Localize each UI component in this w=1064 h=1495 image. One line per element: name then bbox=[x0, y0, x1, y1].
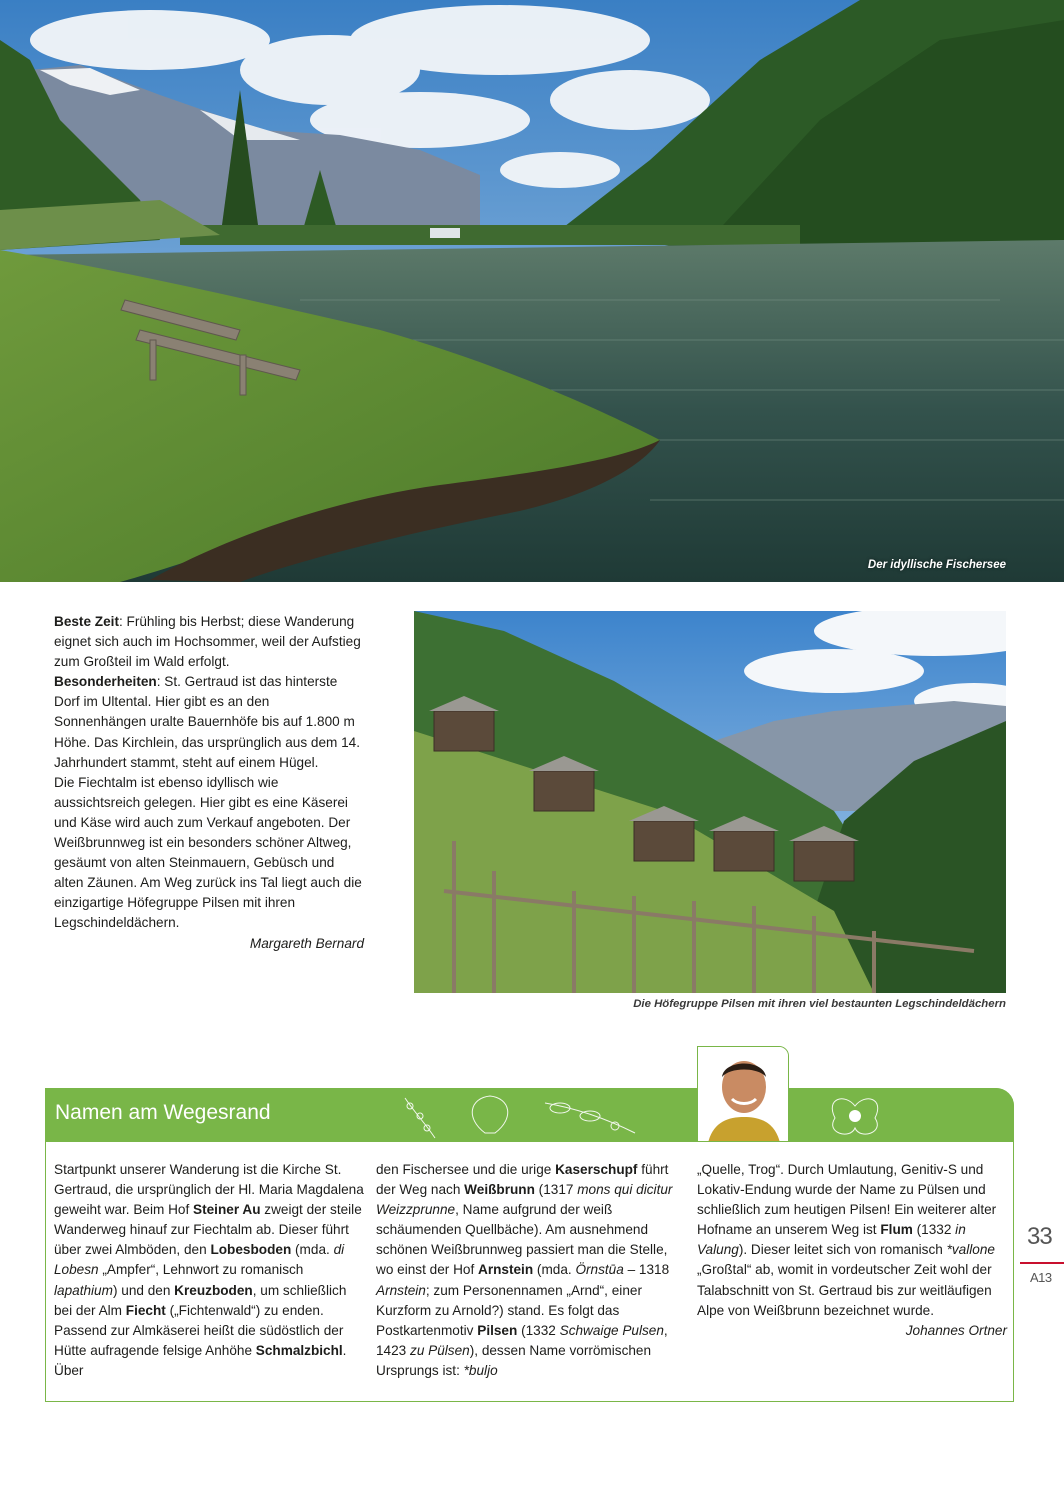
bold-term: Weißbrunn bbox=[464, 1182, 535, 1198]
italic-term: in Valung bbox=[697, 1222, 966, 1258]
bold-term: Flum bbox=[880, 1222, 913, 1238]
specials-label: Besonderheiten bbox=[54, 674, 157, 690]
author-box: Johannes Ortner bbox=[905, 1322, 1007, 1338]
names-box-title: Namen am Wegesrand bbox=[55, 1101, 271, 1124]
text-segment: „Großtal“ ab, womit in vordeutscher Zeit wohl der Talabschnitt von St. Gertraud bis zur weitläufigen Alpe von Weißbrunn bezeichnet wurde. bbox=[697, 1262, 992, 1318]
page-number: 33 bbox=[1027, 1223, 1052, 1250]
italic-term: Schwaige Pulsen bbox=[559, 1322, 664, 1338]
bold-term: Lobesboden bbox=[210, 1242, 292, 1258]
text-segment: („Fichtenwald“) zu enden. Passend zur Almkäserei heißt die südöstlich der Hütte aufragende felsige Anhöhe bbox=[54, 1302, 344, 1358]
italic-term: Örnstūa bbox=[575, 1262, 624, 1278]
text-segment: . Über bbox=[54, 1342, 347, 1378]
italic-term: lapathium bbox=[54, 1282, 113, 1298]
text-segment: ) und den bbox=[112, 1282, 175, 1298]
text-segment: ). Dieser leitet sich von romanisch bbox=[738, 1242, 947, 1258]
text-segment: ), dessen Name vorrömischen Ursprungs ist: bbox=[376, 1342, 652, 1378]
hero-caption: Der idyllische Fischersee bbox=[867, 559, 1006, 571]
text-segment: (mda. bbox=[533, 1262, 576, 1278]
text-segment: „Ampfer“, Lehnwort zu romanisch bbox=[98, 1262, 304, 1278]
text-segment: „Quelle, Trog“. Durch Umlautung, Genitiv-S und Lokativ-Endung wurde der Name zu Pülsen und schließlich zum heutigen Pilsen! Ein weiterer alter Hofname an unserem Weg ist bbox=[697, 1162, 997, 1238]
text-segment: , 1423 bbox=[376, 1322, 668, 1358]
specials-text: : St. Gertraud ist das hinterste Dorf im Ultental. Hier gibt es an den Sonnenhängen uralte Bauernhöfe bis auf 1.800 m Höhe. Das Kirchlein, das ursprünglich aus dem 14. Jahrhundert stammt, steht auf einem Hügel. bbox=[54, 674, 361, 770]
text-segment: Startpunkt unserer Wanderung ist die Kirche St. Gertraud, die ursprünglich der Hl. Maria Magdalena geweiht war. Beim Hof bbox=[54, 1162, 364, 1218]
bold-term: Schmalzbichl bbox=[255, 1342, 343, 1358]
text-segment: , um schließlich bei der Alm bbox=[54, 1282, 347, 1318]
italic-term: Arnstein bbox=[376, 1282, 426, 1298]
page-divider bbox=[1020, 1262, 1064, 1264]
italic-term: *buljo bbox=[463, 1362, 498, 1378]
text-segment: , Name aufgrund der weiß schäumenden Quellbäche). Am ausnehmend schönen Weißbrunnweg passiert man die Stelle, wo einst der Hof bbox=[376, 1202, 668, 1278]
text-segment: zweigt der steile Wanderweg hinauf zur Fiechtalm ab. Dieser führt über zwei Almböden, den bbox=[54, 1202, 362, 1258]
italic-term: *vallone bbox=[946, 1242, 995, 1258]
pilsen-caption: Die Höfegruppe Pilsen mit ihren viel bestaunten Legschindeldächern bbox=[633, 998, 1006, 1010]
author-portrait bbox=[697, 1046, 789, 1142]
author-left: Margareth Bernard bbox=[249, 935, 364, 951]
text-segment: führt der Weg nach bbox=[376, 1162, 669, 1198]
italic-term: mons qui dicitur Weizzprunne bbox=[376, 1182, 673, 1218]
bold-term: Arnstein bbox=[478, 1262, 534, 1278]
text-segment: den Fischersee und die urige bbox=[376, 1162, 556, 1177]
page-code: A13 bbox=[1030, 1270, 1052, 1285]
description-paragraph: Die Fiechtalm ist ebenso idyllisch wie aussichtsreich gelegen. Hier gibt es eine Käserei und Käse wird auch zum Verkauf angeboten. Der Weißbrunnweg ist ein besonders schöner Altweg, gesäumt von alten Steinmauern, Gebüsch und alten Zäunen. Am Weg zurück ins Tal liegt auch die einzigartige Höfegruppe Pilsen mit ihren Legschindeldächern. bbox=[54, 774, 362, 931]
best-time-label: Beste Zeit bbox=[54, 614, 119, 629]
bold-term: Steiner Au bbox=[193, 1202, 261, 1218]
bold-term: Kreuzboden bbox=[174, 1282, 253, 1298]
text-segment: (1332 bbox=[912, 1222, 956, 1238]
bold-term: Kaserschupf bbox=[555, 1162, 638, 1177]
hero-photo bbox=[0, 0, 1064, 582]
bold-term: Pilsen bbox=[477, 1322, 518, 1338]
italic-term: zu Pülsen bbox=[410, 1342, 470, 1358]
info-text bbox=[54, 612, 364, 954]
names-column-3 bbox=[697, 1160, 1007, 1341]
names-column-2 bbox=[376, 1160, 686, 1381]
text-segment: (1332 bbox=[517, 1322, 560, 1338]
best-time-text: : Frühling bis Herbst; diese Wanderung eignet sich auch im Hochsommer, weil der Aufstieg zum Großteil im Wald erfolgt. bbox=[54, 614, 361, 670]
text-segment: ; zum Personennamen „Arnd“, einer Kurzform zu Arnold?) stand. Es folgt das Postkartenmotiv bbox=[376, 1282, 642, 1338]
text-segment: (1317 bbox=[534, 1182, 578, 1198]
pilsen-photo bbox=[414, 611, 1006, 993]
bold-term: Fiecht bbox=[125, 1302, 166, 1318]
names-column-1 bbox=[54, 1160, 364, 1381]
italic-term: di Lobesn bbox=[54, 1242, 345, 1278]
text-segment: – 1318 bbox=[623, 1262, 670, 1278]
text-segment: (mda. bbox=[291, 1242, 334, 1258]
